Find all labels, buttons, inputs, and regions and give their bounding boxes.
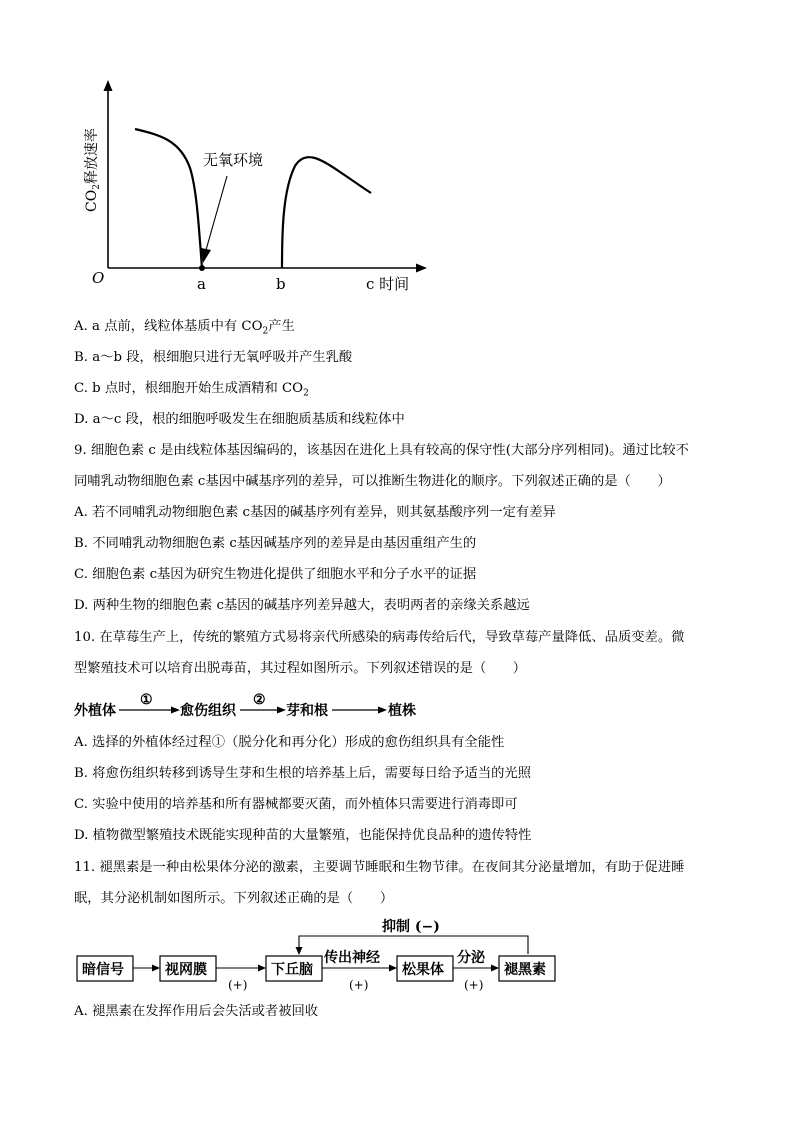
q9-option-d: D. 两种生物的细胞色素 c基因的碱基序列差异越大，表明两者的亲缘关系越远 xyxy=(74,598,530,613)
efferent-nerve-label: 传出神经 xyxy=(324,950,380,966)
q8-option-b: B. a～b 段，根细胞只进行无氧呼吸并产生乳酸 xyxy=(74,350,353,365)
curve-after-b xyxy=(282,157,371,268)
origin-label: O xyxy=(92,269,105,287)
flow-step-explant: 外植体 xyxy=(74,703,116,719)
flow-arrow-icon xyxy=(171,707,180,714)
q10-stem-line2: 型繁殖技术可以培育出脱毒苗，其过程如图所示。下列叙述错误的是（ ） xyxy=(74,661,527,676)
arrow-icon xyxy=(389,965,397,972)
feedback-arrow-icon xyxy=(296,947,303,955)
co2-release-graph xyxy=(75,80,435,300)
q8-option-c: C. b 点时，根细胞开始生成酒精和 $CO_2$ xyxy=(74,381,309,399)
box-dark-signal-label: 暗信号 xyxy=(82,962,124,978)
tick-a: a xyxy=(197,275,206,293)
q11-stem-line1: 11. 褪黑素是一种由松果体分泌的激素，主要调节睡眠和生物节律。在夜间其分泌量增加，有助于促进睡 xyxy=(74,860,685,875)
y-axis-label xyxy=(83,128,102,212)
tick-b: b xyxy=(276,275,286,293)
q9-option-b: B. 不同哺乳动物细胞色素 c基因碱基序列的差异是由基因重组产生的 xyxy=(74,536,477,551)
q9-stem-line2: 同哺乳动物细胞色素 c基因中碱基序列的差异，可以推断生物进化的顺序。下列叙述正确的是（ ） xyxy=(74,474,671,489)
plus-label-3: (+) xyxy=(464,978,484,992)
q10-option-a: A. 选择的外植体经过程①（脱分化和再分化）形成的愈伤组织具有全能性 xyxy=(74,735,505,750)
q10-option-c: C. 实验中使用的培养基和所有器械都要灭菌，而外植体只需要进行消毒即可 xyxy=(74,797,518,812)
q11-flow-diagram xyxy=(74,916,564,992)
flow-step-plant: 植株 xyxy=(388,703,416,719)
arrow-icon xyxy=(258,965,266,972)
plus-label-1: (+) xyxy=(228,978,248,992)
q10-flow-diagram xyxy=(74,690,434,722)
q11-stem-line2: 眠，其分泌机制如图所示。下列叙述正确的是（ ） xyxy=(74,891,394,906)
flow-step2-label: ② xyxy=(253,692,266,708)
q9-option-c: C. 细胞色素 c基因为研究生物进化提供了细胞水平和分子水平的证据 xyxy=(74,567,477,582)
plus-label-2: (+) xyxy=(349,978,369,992)
q9-stem-line1: 9. 细胞色素 c 是由线粒体基因编码的，该基因在进化上具有较高的保守性(大部分序列相同)。通过比较不 xyxy=(74,443,689,458)
box-pineal-label: 松果体 xyxy=(402,962,444,978)
q10-option-b: B. 将愈伤组织转移到诱导生芽和生根的培养基上后，需要每日给予适当的光照 xyxy=(74,766,532,781)
curve-before-a xyxy=(135,129,202,268)
annotation-text: 无氧环境 xyxy=(203,151,264,169)
y-axis-arrow-icon xyxy=(104,80,113,91)
q9-option-a: A. 若不同哺乳动物细胞色素 c基因的碱基序列有差异，则其氨基酸序列一定有差异 xyxy=(74,505,556,520)
arrow-icon xyxy=(152,965,160,972)
flow-arrow-icon xyxy=(277,707,286,714)
q8-option-a: A. a 点前，线粒体基质中有 $CO_2$产生 xyxy=(74,319,295,337)
svg-text:CO2释放速率: $CO_2$释放速率 xyxy=(84,128,102,212)
point-a xyxy=(199,265,205,271)
q10-stem-line1: 10. 在草莓生产上，传统的繁殖方式易将亲代所感染的病毒传给后代，导致草莓产量降低、品质变差。微 xyxy=(74,630,685,645)
feedback-label: 抑制 (−) xyxy=(382,919,440,935)
tick-c: c 时间 xyxy=(366,275,410,293)
arrow-icon xyxy=(491,965,499,972)
box-melatonin-label: 褪黑素 xyxy=(504,962,546,978)
flow-step1-label: ① xyxy=(140,692,153,708)
flow-step-buds-roots: 芽和根 xyxy=(286,703,328,719)
secretion-label: 分泌 xyxy=(457,950,485,966)
box-retina-label: 视网膜 xyxy=(165,962,207,978)
flow-arrow-icon xyxy=(378,707,387,714)
q10-option-d: D. 植物微型繁殖技术既能实现种苗的大量繁殖，也能保持优良品种的遗传特性 xyxy=(74,828,532,843)
q8-option-d: D. a～c 段，根的细胞呼吸发生在细胞质基质和线粒体中 xyxy=(74,412,405,427)
box-hypothalamus-label: 下丘脑 xyxy=(271,962,313,978)
q11-option-a: A. 褪黑素在发挥作用后会失活或者被回收 xyxy=(74,1004,319,1019)
flow-step-callus: 愈伤组织 xyxy=(180,703,236,719)
x-axis-arrow-icon xyxy=(416,264,427,273)
